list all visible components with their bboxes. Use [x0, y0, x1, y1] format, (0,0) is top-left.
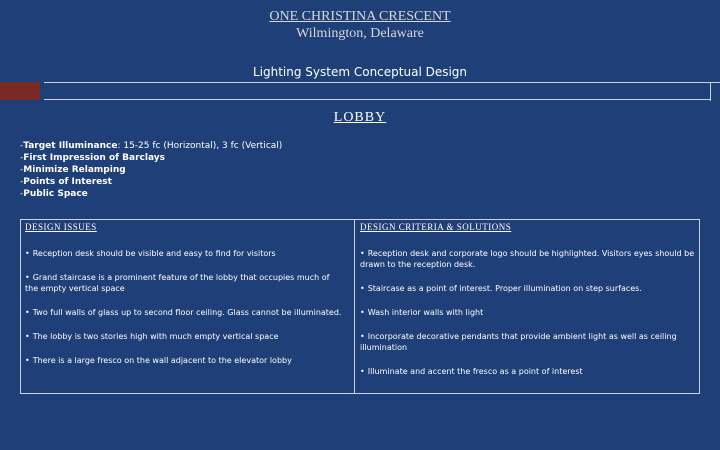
- criteria-item: -Target Illuminance: 15-25 fc (Horizontal), 3 fc (Vertical): [20, 141, 283, 151]
- criteria-item: -First Impression of Barclays: [20, 153, 165, 163]
- issue-item: • The lobby is two stories high with much empty vertical space: [25, 332, 279, 341]
- design-solutions-column: [360, 222, 695, 390]
- solution-item: • Illuminate and accent the fresco as a point of interest: [360, 367, 583, 376]
- issue-item: • There is a large fresco on the wall adjacent to the elevator lobby: [25, 356, 292, 365]
- divider-rule-end: [710, 82, 720, 101]
- table-divider: [354, 219, 355, 394]
- design-solutions-heading: DESIGN CRITERIA & SOLUTIONS: [360, 222, 512, 232]
- issue-item: • Grand staircase is a prominent feature of the lobby that occupies much of the empty vertical space: [25, 273, 330, 293]
- solution-item: • Wash interior walls with light: [360, 308, 484, 317]
- design-issues-heading: DESIGN ISSUES: [25, 222, 97, 232]
- accent-bar: [0, 82, 40, 100]
- criteria-item: -Minimize Relamping: [20, 165, 126, 175]
- document-location: Wilmington, Delaware: [296, 26, 424, 41]
- document-title: ONE CHRISTINA CRESCENT: [269, 9, 451, 24]
- design-issues-column: [25, 222, 345, 379]
- solution-item: • Staircase as a point of interest. Proper illumination on step surfaces.: [360, 284, 642, 293]
- divider-rule: [44, 82, 712, 100]
- issue-item: • Reception desk should be visible and easy to find for visitors: [25, 249, 276, 258]
- issue-item: • Two full walls of glass up to second floor ceiling. Glass cannot be illuminated.: [25, 308, 342, 317]
- criteria-item: -Points of Interest: [20, 177, 112, 187]
- criteria-item: -Public Space: [20, 189, 88, 199]
- section-title: LOBBY: [333, 110, 387, 125]
- solution-item: • Incorporate decorative pendants that provide ambient light as well as ceiling illumination: [360, 332, 677, 352]
- criteria-list: [20, 140, 282, 200]
- document-subtitle: Lighting System Conceptual Design: [252, 65, 468, 79]
- solution-item: • Reception desk and corporate logo should be highlighted. Visitors eyes should be drawn to the reception desk.: [360, 249, 695, 269]
